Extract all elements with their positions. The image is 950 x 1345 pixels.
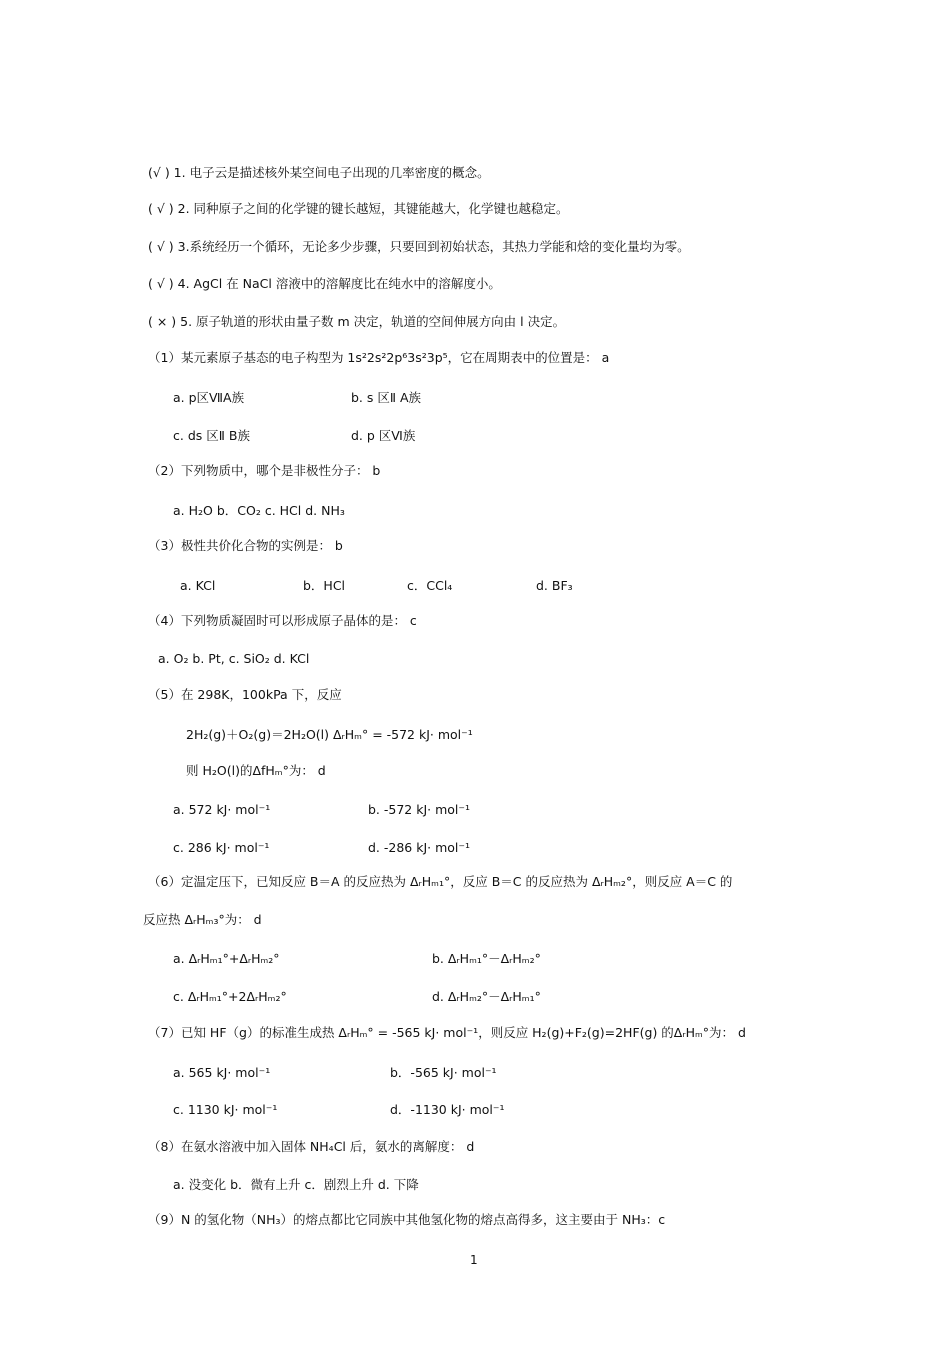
q6-option-b: b. ΔᵣHₘ₁°－ΔᵣHₘ₂° (432, 951, 541, 966)
q5-ask: 则 H₂O(l)的ΔfHₘ°为： d (186, 763, 326, 778)
q9-stem: （9）N 的氢化物（NH₃）的熔点都比它同族中其他氢化物的熔点高得多，这主要由于 NH₃：c (148, 1212, 666, 1227)
tf-item-2: ( √ ) 2. 同种原子之间的化学键的键长越短，其键能越大，化学键也越稳定。 (148, 201, 569, 216)
q6-option-c: c. ΔᵣHₘ₁°+2ΔᵣHₘ₂° (173, 989, 287, 1004)
q5-option-a: a. 572 kJ· mol⁻¹ (173, 802, 271, 817)
q8-stem: （8）在氨水溶液中加入固体 NH₄Cl 后，氨水的离解度： d (148, 1139, 475, 1154)
q5-reaction: 2H₂(g)＋O₂(g)＝2H₂O(l) ΔᵣHₘ° = -572 kJ· mol⁻¹ (186, 727, 473, 742)
tf-item-4: ( √ ) 4. AgCl 在 NaCl 溶液中的溶解度比在纯水中的溶解度小。 (148, 276, 501, 291)
q3-option-a: a. KCl (180, 578, 216, 593)
q8-options: a. 没变化 b．微有上升 c．剧烈上升 d. 下降 (173, 1177, 419, 1192)
q6-stem-line2: 反应热 ΔᵣHₘ₃°为： d (143, 912, 262, 927)
q2-options: a. H₂O b．CO₂ c. HCl d. NH₃ (173, 503, 345, 518)
q1-stem: （1）某元素原子基态的电子构型为 1s²2s²2p⁶3s²3p⁵，它在周期表中的位置是： a (148, 350, 610, 365)
q6-option-a: a. ΔᵣHₘ₁°+ΔᵣHₘ₂° (173, 951, 280, 966)
tf-item-5: ( × ) 5. 原子轨道的形状由量子数 m 决定，轨道的空间伸展方向由 l 决定。 (148, 314, 566, 329)
q1-option-b: b. s 区Ⅱ A族 (351, 390, 422, 405)
q7-option-b: b．-565 kJ· mol⁻¹ (390, 1065, 497, 1080)
q3-stem: （3）极性共价化合物的实例是： b (148, 538, 343, 553)
q5-option-b: b. -572 kJ· mol⁻¹ (368, 802, 471, 817)
q1-option-a: a. p区ⅦA族 (173, 390, 245, 405)
q7-option-a: a. 565 kJ· mol⁻¹ (173, 1065, 271, 1080)
q5-option-d: d. -286 kJ· mol⁻¹ (368, 840, 471, 855)
q7-stem: （7）已知 HF（g）的标准生成热 ΔᵣHₘ° = -565 kJ· mol⁻¹，则反应 H₂(g)+F₂(g)=2HF(g) 的ΔᵣHₘ°为： d (148, 1025, 746, 1040)
q2-stem: （2）下列物质中，哪个是非极性分子： b (148, 463, 381, 478)
q3-option-c: c．CCl₄ (407, 578, 453, 593)
q7-option-d: d．-1130 kJ· mol⁻¹ (390, 1102, 505, 1117)
q6-stem-line1: （6）定温定压下，已知反应 B＝A 的反应热为 ΔᵣHₘ₁°，反应 B＝C 的反应热为 ΔᵣHₘ₂°，则反应 A＝C 的 (148, 874, 733, 889)
page-number: 1 (470, 1253, 478, 1267)
q4-stem: （4）下列物质凝固时可以形成原子晶体的是： c (148, 613, 417, 628)
q1-option-d: d. p 区Ⅵ族 (351, 428, 416, 443)
q6-option-d: d. ΔᵣHₘ₂°－ΔᵣHₘ₁° (432, 989, 541, 1004)
q1-option-c: c. ds 区Ⅱ B族 (173, 428, 250, 443)
tf-item-3: ( √ ) 3.系统经历一个循环，无论多少步骤，只要回到初始状态，其热力学能和焓的变化量均为零。 (148, 239, 690, 254)
q7-option-c: c. 1130 kJ· mol⁻¹ (173, 1102, 278, 1117)
q5-stem: （5）在 298K，100kPa 下，反应 (148, 687, 342, 702)
q3-option-b: b．HCl (303, 578, 346, 593)
q5-option-c: c. 286 kJ· mol⁻¹ (173, 840, 270, 855)
q4-options: a. O₂ b. Pt, c. SiO₂ d. KCl (158, 651, 310, 666)
tf-item-1: (√ ) 1. 电子云是描述核外某空间电子出现的几率密度的概念。 (148, 165, 490, 180)
q3-option-d: d. BF₃ (536, 578, 573, 593)
